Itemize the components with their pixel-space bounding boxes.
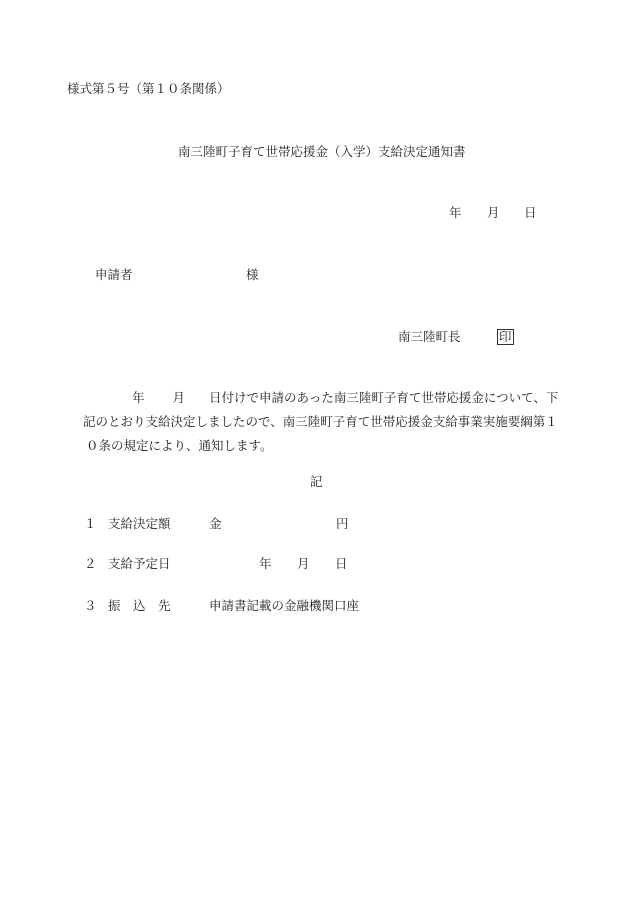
document-title: 南三陸町子育て世帯応援金（入学）支給決定通知書 [178, 144, 466, 159]
schedule-day: 日 [335, 556, 348, 571]
body-line-2: 記のとおり支給決定しましたので、南三陸町子育て世帯応援金支給事業実施要綱第１ [83, 414, 558, 429]
item-label: 支給予定日 [108, 556, 171, 571]
item-number: １ [84, 516, 97, 531]
item-number: ２ [84, 556, 97, 571]
body-month: 月 [172, 390, 186, 405]
seal-mark: 印 [499, 329, 512, 344]
issuer-name: 南三陸町長 [398, 329, 461, 344]
transfer-destination: 申請書記載の金融機関口座 [209, 598, 360, 613]
amount-suffix: 円 [336, 516, 349, 531]
applicant-label: 申請者 [95, 267, 133, 282]
schedule-month: 月 [297, 556, 310, 571]
item-label: 支給決定額 [108, 516, 171, 531]
item-number: ３ [84, 598, 97, 613]
body-year: 年 [132, 390, 145, 405]
body-line-1 [79, 386, 565, 410]
date-day: 日 [524, 205, 537, 220]
honorific: 様 [246, 267, 259, 282]
schedule-year: 年 [259, 556, 272, 571]
date-month: 月 [487, 205, 500, 220]
body-line-3: ０条の規定により、通知します。 [86, 438, 273, 453]
notice-body [79, 386, 565, 458]
date-year: 年 [449, 205, 462, 220]
amount-prefix: 金 [209, 516, 222, 531]
item-label: 振 込 先 [108, 598, 171, 613]
ki-heading: 記 [310, 474, 323, 489]
form-number: 様式第５号（第１０条関係） [67, 81, 230, 96]
body-line-1-text: 日付けで申請のあった南三陸町子育て世帯応援金について、下 [209, 390, 559, 405]
